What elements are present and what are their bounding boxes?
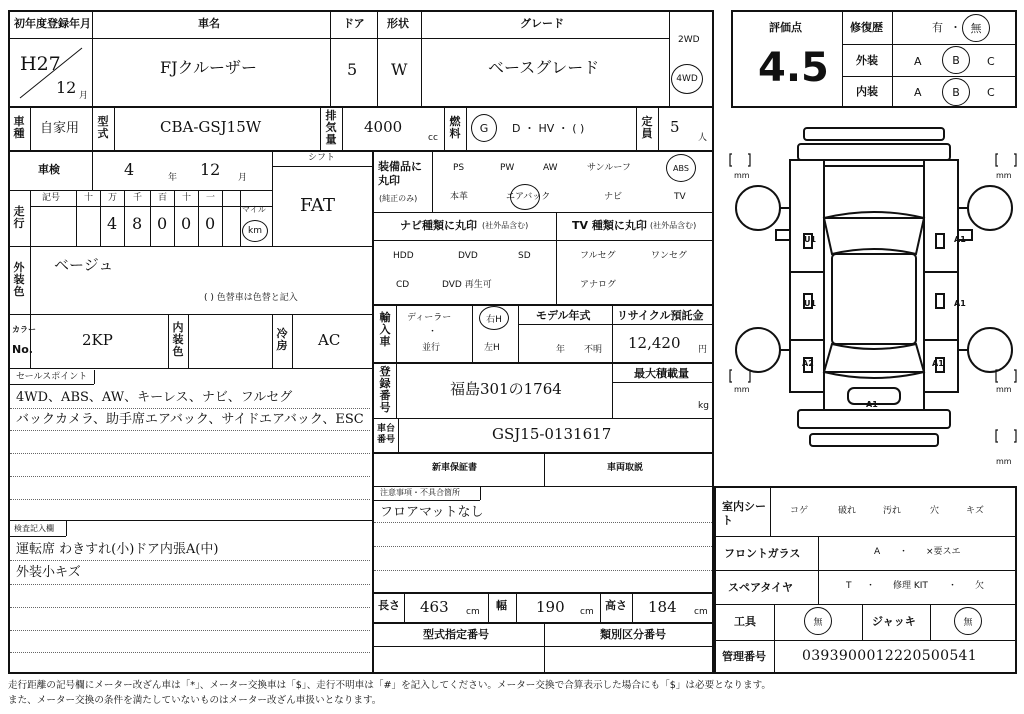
equip-aw: AW [543, 163, 558, 173]
mileage-col-10: 十 [182, 193, 192, 203]
grade-label: グレード [520, 17, 564, 30]
recycle-label: リサイクル預託金 [617, 309, 704, 322]
exterior-a: A [914, 55, 922, 68]
seat-scratch: キズ [966, 506, 984, 516]
damage-mark-a2-rear-left: A2 [802, 359, 814, 368]
mgmt-label: 管理番号 [722, 650, 766, 663]
fuel-label: 燃料 [449, 115, 461, 140]
jack-label: ジャッキ [872, 615, 916, 628]
interior-a: A [914, 86, 922, 99]
spare-dot-2: ・ [948, 581, 958, 591]
glass-label: フロントガラス [724, 547, 801, 560]
capacity-value: 5 [670, 118, 680, 136]
height-value: 184 [648, 598, 677, 616]
exterior-b-circle [942, 46, 970, 74]
nav-title: ナビ種類に丸印 [400, 219, 477, 232]
damage-mark-a1-rear-right: A1 [932, 359, 944, 368]
usage-label: 車種 [13, 115, 25, 140]
mileage-label: 走行 [13, 205, 25, 230]
fuel-others: D ・ HV ・ ( ) [512, 122, 585, 135]
equip-pw: PW [500, 163, 515, 173]
color-label: 外装色 [13, 261, 25, 298]
ac-label: 冷房 [276, 327, 288, 352]
jack-none-circle [954, 607, 982, 635]
equip-airbag: エアバック [506, 192, 551, 202]
seat-tear: 破れ [838, 506, 857, 516]
spare-tire: T [846, 581, 852, 591]
equipment-sublabel: (純正のみ) [379, 194, 418, 203]
class-no-label: 類別区分番号 [600, 628, 666, 641]
interior-color-label: 内装色 [172, 321, 184, 358]
model-year-label: モデル年式 [536, 309, 591, 322]
reg-month: 12 [56, 78, 77, 97]
notes-label: 注意事項・不具合箇所 [380, 488, 460, 497]
fuel-gasoline-circle [471, 114, 497, 142]
drive-4wd-circle [671, 64, 703, 94]
car-name-label: 車名 [198, 17, 220, 30]
car-name: FJクルーザー [160, 58, 258, 77]
car-diagram [728, 122, 1020, 482]
shift-value: FAT [300, 195, 335, 216]
shape-value: W [391, 60, 408, 79]
mileage-col-100k: 十 [84, 193, 94, 203]
registration-label: 登録番号 [379, 365, 391, 414]
exterior-c: C [987, 55, 995, 68]
equip-abs: ABS [673, 163, 689, 173]
displacement-unit: cc [428, 133, 438, 143]
nav-cd: CD [396, 280, 410, 290]
tool-none-circle [804, 607, 832, 635]
inspection-month: 12 [200, 160, 221, 179]
mileage-digit-3: 0 [157, 214, 168, 233]
registration-value: 福島301の1764 [450, 380, 562, 398]
glass-a: A [874, 547, 881, 557]
damage-mark-u1-left: U1 [804, 235, 817, 244]
inspection-year-unit: 年 [168, 173, 178, 183]
seat-hole: 穴 [930, 506, 940, 516]
reg-era: H27 [20, 53, 61, 75]
inspection-month-unit: 月 [238, 173, 248, 183]
inspection-label: 車検 [38, 163, 60, 176]
door-count: 5 [347, 60, 358, 79]
sales-line-1: 4WD、ABS、AW、キーレス、ナビ、フルセグ [16, 390, 293, 405]
chassis-value: GSJ15-0131617 [492, 425, 612, 443]
max-load-unit: kg [698, 401, 709, 411]
displacement-label: 排気量 [325, 109, 337, 146]
exterior-b: B [952, 53, 960, 67]
sales-label: セールスポイント [16, 372, 88, 382]
equip-ps: PS [453, 163, 465, 173]
color-code: 2KP [82, 331, 113, 349]
warranty-label: 新車保証書 [432, 463, 478, 473]
check-line-1: 運転席 わきすれ(小)ドア内張A(中) [16, 542, 219, 557]
nav-dvd-play: DVD 再生可 [442, 280, 492, 290]
drive-2wd: 2WD [678, 35, 700, 45]
height-label: 高さ [605, 599, 627, 612]
color-code-no: No. [12, 343, 33, 356]
drive-4wd: 4WD [676, 74, 698, 84]
mileage-digit-4: 0 [181, 214, 192, 233]
tv-title: TV 種類に丸印 [572, 219, 647, 232]
tv-oneseg: ワンセグ [651, 251, 688, 261]
tread-mm-rr: mm [996, 385, 1012, 394]
interior-b-circle [942, 78, 970, 106]
length-label: 長さ [378, 599, 400, 612]
mileage-digit-2: 8 [132, 214, 143, 233]
reg-month-unit: 月 [79, 91, 89, 101]
shift-label: シフト [308, 153, 336, 163]
spare-dot-1: ・ [866, 581, 876, 591]
check-line-2: 外装小キズ [16, 565, 81, 580]
import-label: 輸入車 [379, 311, 391, 348]
mileage-mile: マイル [242, 205, 266, 214]
repair-none-circle [962, 14, 990, 42]
recycle-value: 12,420 [628, 334, 681, 352]
interior-b: B [952, 85, 960, 99]
import-right-h: 右H [486, 314, 502, 325]
color-note: ( ) 色替車は色替と記入 [204, 293, 298, 303]
model-value: CBA-GSJ15W [160, 118, 262, 136]
damage-mark-a1-rear-bumper: A1 [866, 400, 878, 409]
recycle-unit: 円 [698, 345, 708, 355]
model-year-unknown: 不明 [584, 345, 603, 355]
mileage-km: km [248, 226, 262, 236]
import-left-h: 左H [484, 343, 500, 353]
equipment-label: 装備品に丸印 [378, 160, 422, 187]
tool-none: 無 [813, 617, 823, 628]
model-label: 型式 [97, 115, 109, 140]
reg-date-label: 初年度登録年月 [14, 17, 91, 30]
score-value: 4.5 [758, 45, 829, 91]
import-right-h-circle [479, 306, 509, 330]
height-unit: cm [694, 607, 708, 617]
color-value: ベージュ [54, 256, 114, 274]
equip-sunroof: サンルーフ [587, 163, 631, 173]
max-load-label: 最大積載量 [634, 367, 689, 380]
displacement-value: 4000 [364, 118, 403, 136]
footer-line-2: また、メーター交換の条件を満たしていないものはメーター改ざん車扱いとなります。 [8, 695, 382, 706]
seat-label: 室内シート [722, 500, 766, 527]
equip-tv: TV [674, 192, 686, 202]
tread-mm-fl: mm [734, 171, 750, 180]
tool-label: 工具 [734, 615, 756, 628]
color-code-label: カラー [12, 325, 36, 334]
tread-mm-rl: mm [734, 385, 750, 394]
chassis-label: 車台番号 [377, 424, 396, 445]
mileage-col-1k: 千 [133, 193, 143, 203]
seat-burn: コゲ [790, 506, 809, 516]
width-label: 幅 [496, 599, 507, 612]
grade-value: ベースグレード [488, 58, 600, 77]
spare-label: スペアタイヤ [728, 581, 794, 594]
model-year-unit: 年 [556, 345, 566, 355]
type-no-label: 型式指定番号 [423, 628, 489, 641]
glass-need: ×要スエ [926, 547, 961, 557]
damage-mark-a1-right-front: A1 [954, 235, 966, 244]
repair-none: 無 [970, 22, 982, 35]
mileage-digit-1: 4 [107, 214, 118, 233]
exterior-label: 外装 [856, 54, 878, 67]
mileage-digit-5: 0 [205, 214, 216, 233]
interior-c: C [987, 86, 995, 99]
tv-fullseg: フルセグ [580, 251, 616, 261]
length-unit: cm [466, 607, 480, 617]
tread-mm-fr: mm [996, 171, 1012, 180]
length-value: 463 [420, 598, 449, 616]
mileage-col-10k: 万 [108, 193, 118, 203]
tv-title-sub: (社外品含む) [650, 221, 697, 230]
inspection-year: 4 [124, 160, 135, 179]
door-label: ドア [343, 17, 365, 30]
equip-leather: 本革 [450, 192, 469, 202]
import-dot: ・ [428, 327, 438, 337]
notes-line-1: フロアマットなし [380, 505, 484, 520]
fuel-gasoline: G [479, 121, 489, 135]
equip-navi: ナビ [604, 192, 623, 202]
jack-none: 無 [963, 617, 973, 628]
capacity-unit: 人 [698, 133, 708, 143]
repair-label: 修復歴 [850, 21, 883, 34]
tread-mm-spare: mm [996, 457, 1012, 466]
nav-title-sub: (社外品含む) [482, 221, 529, 230]
glass-dot: ・ [899, 547, 909, 557]
tv-analog: アナログ [580, 280, 617, 290]
usage-value: 自家用 [40, 121, 80, 136]
repair-yes: 有 [932, 21, 943, 34]
capacity-label: 定員 [641, 115, 653, 140]
import-parallel: 並行 [422, 343, 441, 353]
import-dealer: ディーラー [407, 313, 452, 323]
ac-value: AC [318, 331, 341, 349]
damage-mark-a1-right-door: A1 [954, 299, 966, 308]
seat-stain: 汚れ [883, 506, 902, 516]
mileage-km-circle [242, 220, 268, 242]
width-unit: cm [580, 607, 594, 617]
nav-hdd: HDD [393, 251, 414, 261]
score-label: 評価点 [769, 21, 802, 34]
width-value: 190 [536, 598, 565, 616]
mileage-col-100: 百 [158, 193, 168, 203]
nav-sd: SD [518, 251, 531, 261]
sales-line-2: バックカメラ、助手席エアバック、サイドエアバック、ESC [16, 412, 364, 427]
nav-dvd: DVD [458, 251, 478, 261]
mileage-col-1: 一 [206, 193, 216, 203]
damage-mark-u1-left-door: U1 [804, 299, 817, 308]
equip-abs-circle [666, 154, 696, 182]
shape-label: 形状 [387, 17, 409, 30]
mgmt-value: 0393900012220500541 [802, 648, 977, 664]
repair-dot: ・ [950, 21, 961, 34]
mileage-symbol-label: 記号 [42, 193, 61, 203]
footer-line-1: 走行距離の記号欄にメーター改ざん車は「*」、メーター交換車は「$」、走行不明車は「#」を記入してください。メーター交換で合算表示した場合にも「$」は必要となります。 [8, 680, 771, 691]
interior-label: 内装 [856, 85, 878, 98]
spare-kit: 修理 KIT [893, 581, 928, 591]
check-label: 検査記入欄 [14, 524, 54, 533]
spare-none: 欠 [975, 581, 985, 591]
manual-label: 車両取説 [607, 463, 644, 473]
